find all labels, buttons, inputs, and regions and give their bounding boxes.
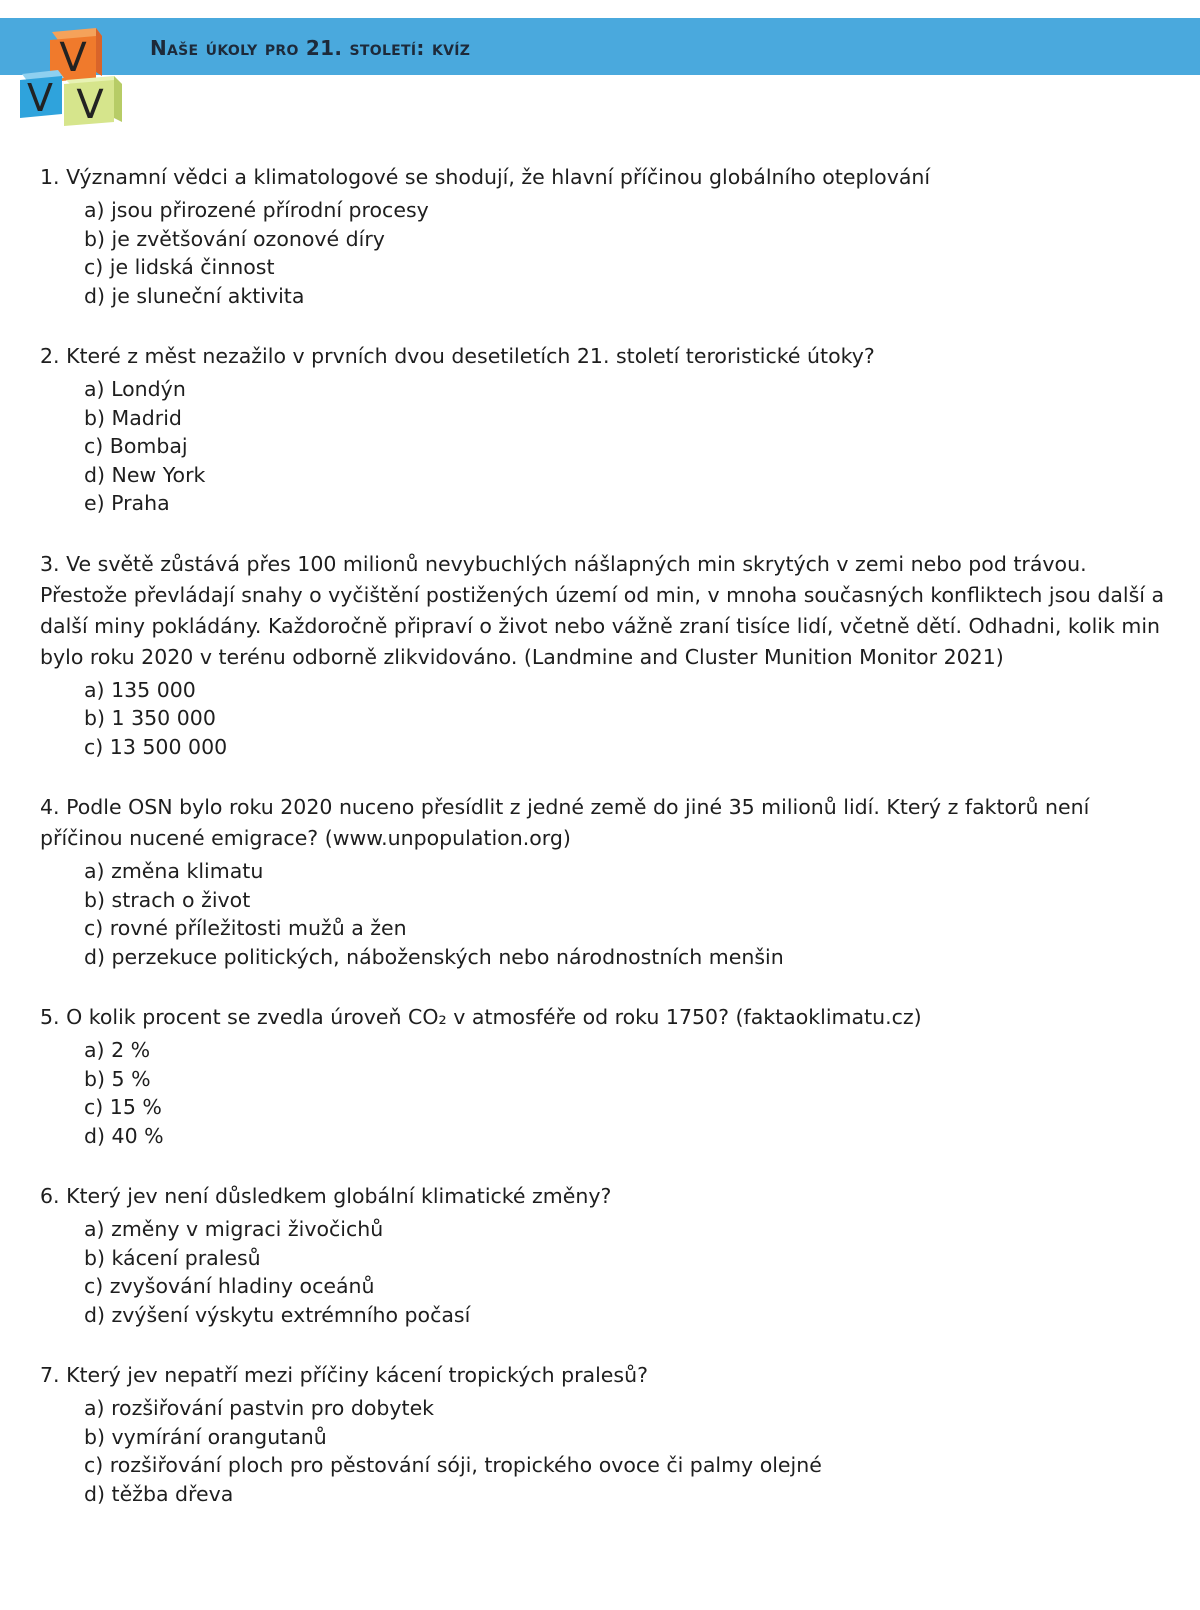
answer-option: d) těžba dřeva [84, 1481, 234, 1506]
logo-letter-right: V [76, 82, 104, 126]
question-text: 5. O kolik procent se zvedla úroveň CO₂ v atmosféře od roku 1750? (faktaoklimatu.cz) [40, 1005, 922, 1029]
logo-letter-left: V [27, 76, 53, 120]
answer-option: a) změna klimatu [84, 859, 264, 883]
answer-option: d) New York [84, 462, 206, 487]
answer-option: b) vymírání orangutanů [84, 1424, 327, 1449]
answer-option: e) Praha [84, 491, 170, 515]
answer-option: b) Madrid [84, 405, 182, 430]
answer-option: a) Londýn [84, 377, 186, 401]
logo-cube-orange-side [96, 28, 102, 76]
page-title: Naše úkoly pro 21. století: kvíz [150, 36, 471, 60]
answer-option: c) 13 500 000 [84, 734, 228, 759]
answer-option: b) je zvětšování ozonové díry [84, 226, 385, 251]
answer-option: b) strach o život [84, 887, 251, 912]
question-text: 6. Který jev není důsledkem globální klimatické změny? [40, 1184, 612, 1208]
question-text: 7. Který jev nepatří mezi příčiny kácení tropických pralesů? [40, 1363, 648, 1387]
question-text: 1. Významní vědci a klimatologové se shodují, že hlavní příčinou globálního oteplování [40, 165, 931, 189]
question-text: 3. Ve světě zůstává přes 100 milionů nevybuchlých nášlapných min skrytých v zemi nebo pod trávou. Přestože převládají snahy o vyčištění postižených území od min, v mnoha současných konfliktech jsou další a další miny pokládány. Každoročně připraví o život nebo vážně zraní tisíce lidí, včetně dětí. Odhadni, kolik min bylo roku 2020 v terénu odborně zlikvidováno. (Landmine and Cluster Munition Monitor 2021) [40, 551, 1165, 669]
logo-letter-top: V [59, 35, 87, 81]
answer-options [40, 1036, 1170, 1150]
answer-option: c) rovné příležitosti mužů a žen [84, 916, 407, 940]
answer-option: a) jsou přirozené přírodní procesy [84, 198, 429, 222]
answer-options [40, 676, 1170, 762]
answer-option: c) rozšiřování ploch pro pěstování sóji, tropického ovoce či palmy olejné [84, 1453, 822, 1477]
answer-options [40, 1215, 1170, 1329]
question-3 [40, 549, 1170, 762]
question-2 [40, 341, 1170, 518]
answer-option: c) 15 % [84, 1095, 162, 1119]
answer-option: d) je sluneční aktivita [84, 283, 305, 308]
answer-option: b) 5 % [84, 1066, 151, 1091]
quiz-list [40, 162, 1170, 1539]
question-4 [40, 792, 1170, 971]
question-6 [40, 1181, 1170, 1329]
answer-option: a) rozšiřování pastvin pro dobytek [84, 1396, 435, 1420]
answer-option: a) 135 000 [84, 677, 196, 702]
logo-cube-green-side [114, 76, 122, 122]
answer-option: a) 2 % [84, 1038, 151, 1062]
answer-option: c) Bombaj [84, 434, 188, 458]
answer-options [40, 375, 1170, 518]
question-text: 2. Které z měst nezažilo v prvních dvou desetiletích 21. století teroristické útoky? [40, 344, 875, 368]
answer-options [40, 1394, 1170, 1508]
answer-option: c) je lidská činnost [84, 255, 275, 279]
question-5 [40, 1002, 1170, 1150]
question-7 [40, 1360, 1170, 1508]
answer-option: a) změny v migraci živočichů [84, 1217, 384, 1241]
question-text: 4. Podle OSN bylo roku 2020 nuceno přesídlit z jedné země do jiné 35 milionů lidí. Který z faktorů není příčinou nucené emigrace? (www.unpopulation.org) [40, 795, 1090, 850]
answer-option: c) zvyšování hladiny oceánů [84, 1274, 375, 1298]
answer-option: d) perzekuce politických, náboženských nebo národnostních menšin [84, 944, 784, 969]
answer-options [40, 857, 1170, 971]
answer-options [40, 196, 1170, 310]
answer-option: d) 40 % [84, 1123, 164, 1148]
answer-option: b) kácení pralesů [84, 1245, 261, 1270]
vvv-cubes-logo [18, 22, 130, 126]
answer-option: b) 1 350 000 [84, 706, 216, 730]
question-1 [40, 162, 1170, 310]
answer-option: d) zvýšení výskytu extrémního počasí [84, 1302, 471, 1327]
